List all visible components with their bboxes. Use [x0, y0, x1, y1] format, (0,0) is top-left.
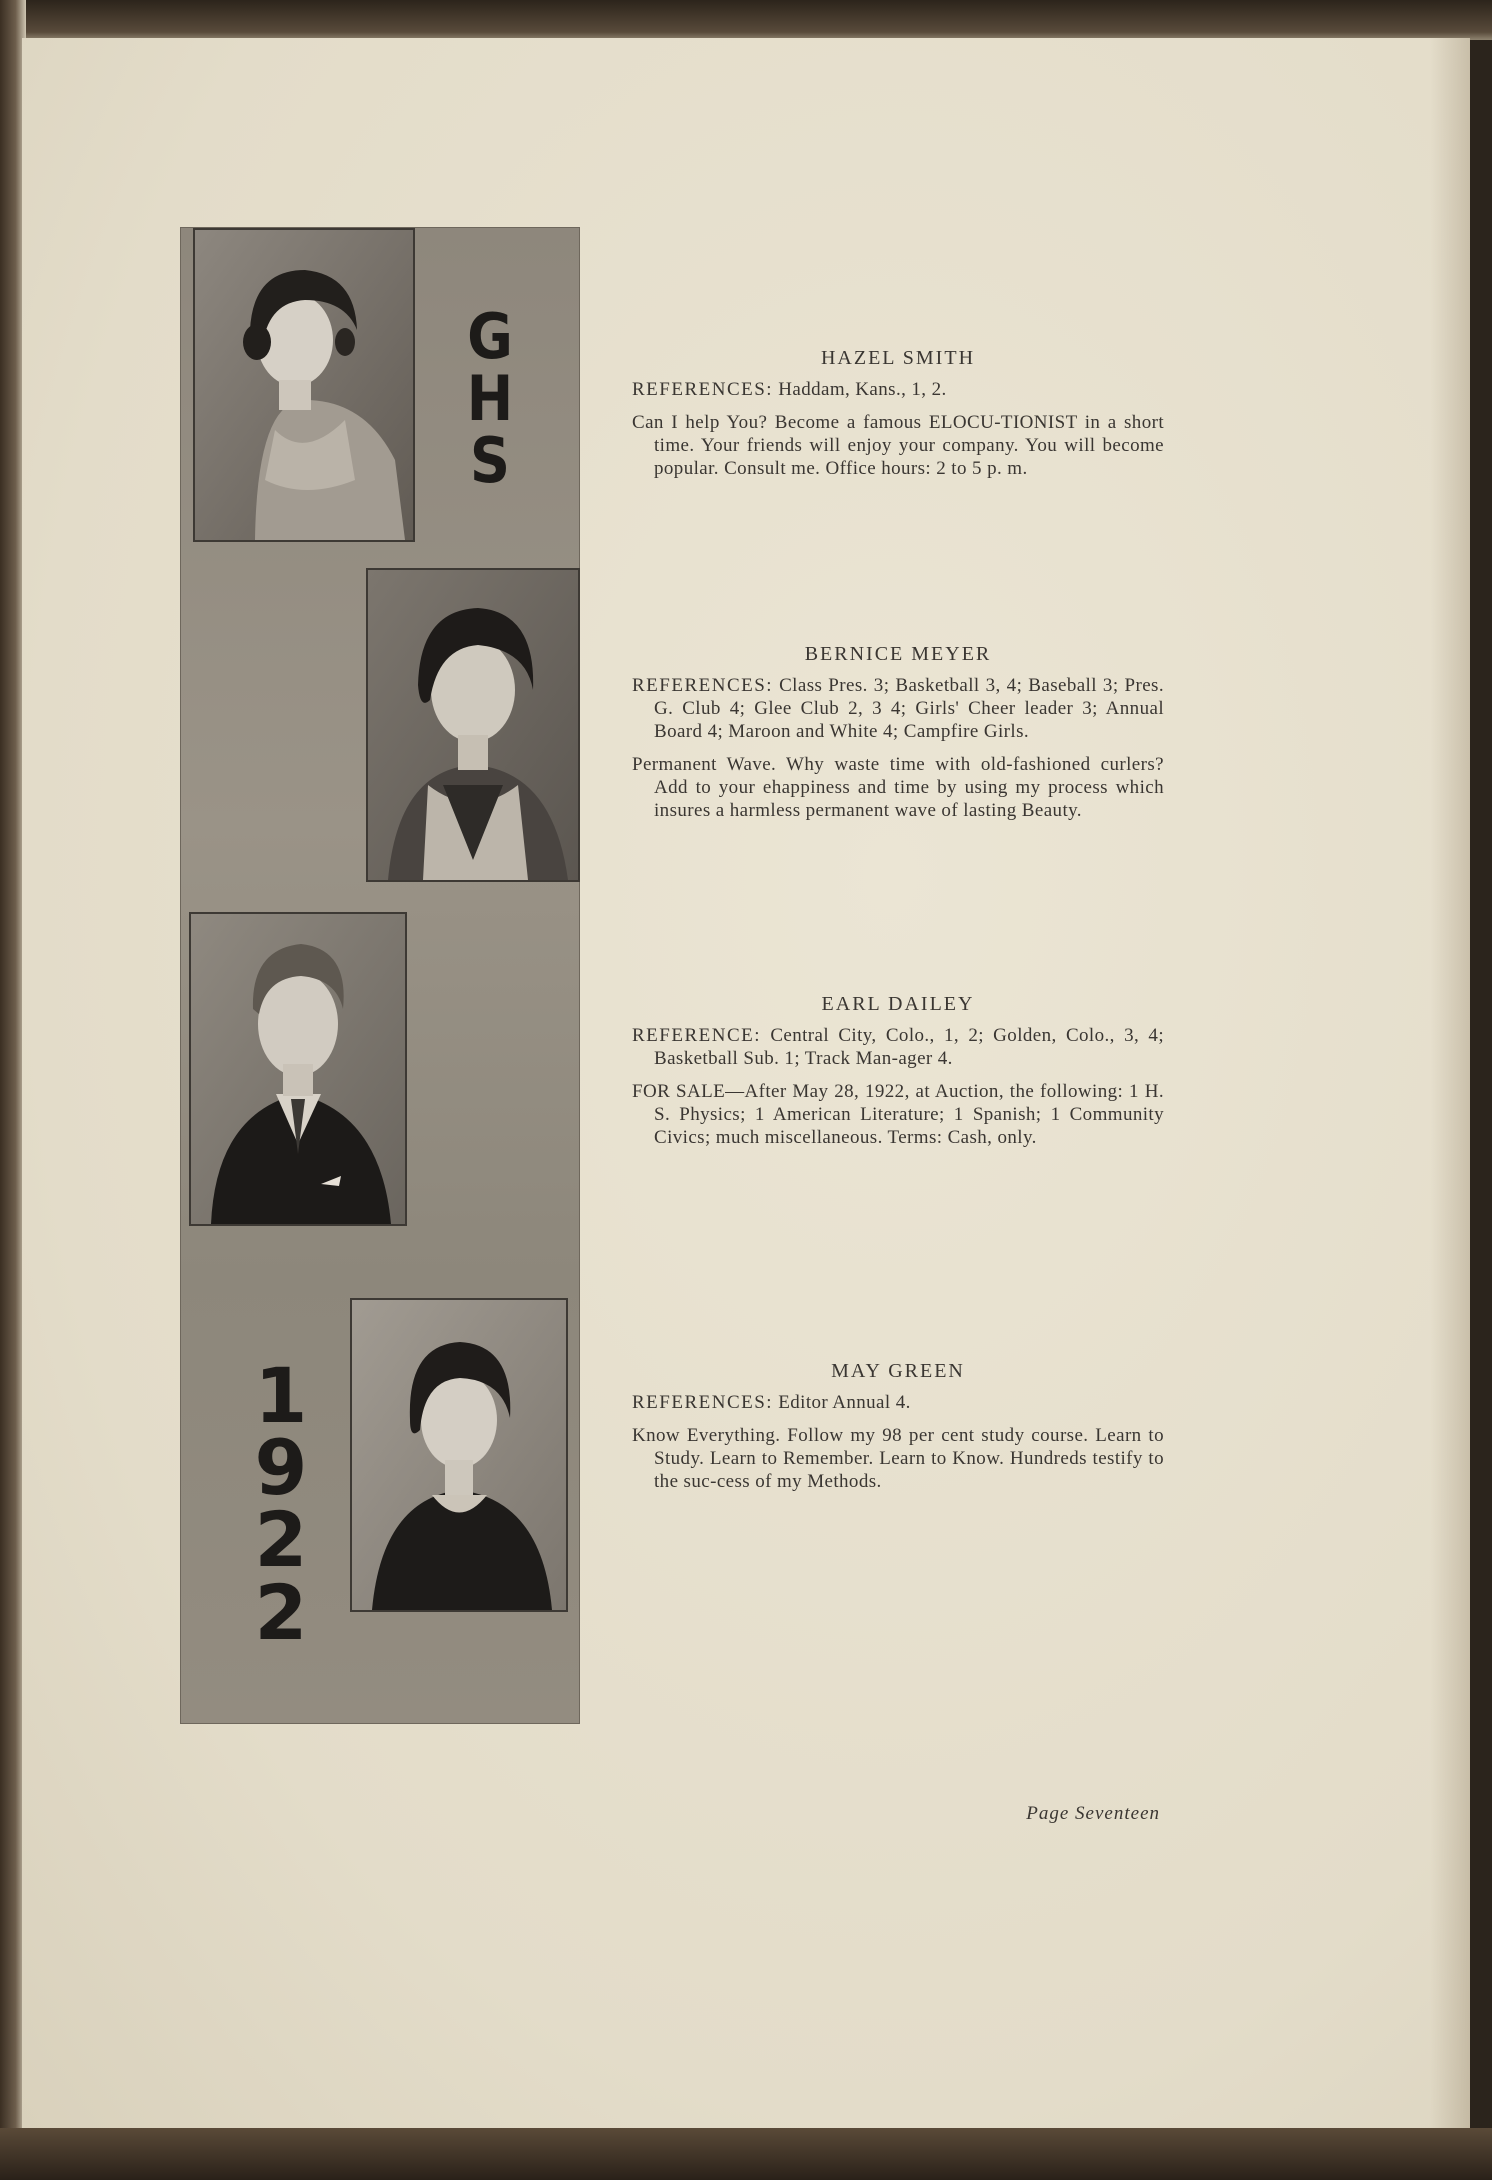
references: [632, 1391, 1164, 1414]
student-name: MAY GREEN: [831, 1360, 965, 1382]
year-digit: 2: [254, 1495, 308, 1585]
references: [632, 378, 1164, 401]
page-edge-shadow: [1430, 38, 1470, 2130]
student-name: HAZEL SMITH: [820, 347, 976, 369]
portrait-hazel-smith: [193, 228, 415, 542]
references-label: REFERENCES:: [632, 1392, 774, 1413]
references-text: Class Pres. 3; Basketball 3, 4; Baseball 3; Pres. G. Club 4; Glee Club 2, 3 4; Girls' Cheer leader 3; Annual Board 4; Maroon and White 4; Campfire Girls.: [654, 675, 1164, 742]
year-digit: 2: [254, 1567, 308, 1657]
monogram-letter: G: [467, 300, 513, 373]
mock-advertisement: Can I help You? Become a famous ELOCU-TIONIST in a short time. Your friends will enjoy your company. You will become popular. Consult me. Office hours: 2 to 5 p. m.: [632, 412, 1164, 479]
book-bottom-edge: [0, 2128, 1492, 2180]
monogram-letter: S: [469, 424, 511, 497]
references: [632, 674, 1164, 743]
entry-may-green: [632, 1360, 1164, 1503]
references-label: REFERENCE:: [632, 1025, 762, 1046]
entry-earl-dailey: [632, 993, 1164, 1159]
portrait-may-green: [350, 1298, 568, 1612]
mock-advertisement: FOR SALE—After May 28, 1922, at Auction, the following: 1 H. S. Physics; 1 American Literature; 1 Spanish; 1 Community Civics; much miscellaneous. Terms: Cash, only.: [632, 1081, 1164, 1148]
portrait-bernice-meyer: [366, 568, 580, 882]
portrait-earl-dailey: [189, 912, 407, 1226]
references-label: REFERENCES:: [632, 379, 774, 400]
year-digit: 1: [254, 1351, 308, 1440]
class-year-1922: [241, 1351, 321, 1657]
monogram-ghs: [457, 300, 524, 497]
mock-advertisement: Know Everything. Follow my 98 per cent study course. Learn to Study. Learn to Remember. Learn to Know. Hundreds testify to the suc-cess of my Methods.: [632, 1425, 1164, 1492]
year-digit: 9: [254, 1423, 308, 1513]
book-top-edge: [0, 0, 1492, 40]
entry-bernice-meyer: [632, 643, 1164, 832]
references-text: Haddam, Kans., 1, 2.: [778, 379, 947, 400]
references-label: REFERENCES:: [632, 675, 774, 696]
student-name: BERNICE MEYER: [804, 643, 992, 665]
mock-advertisement: Permanent Wave. Why waste time with old-fashioned curlers? Add to your ehappiness and time by using my process which insures a harmless permanent wave of lasting Beauty.: [632, 754, 1164, 821]
references-text: Central City, Colo., 1, 2; Golden, Colo., 3, 4; Basketball Sub. 1; Track Man-ager 4.: [654, 1025, 1164, 1069]
photo-panel: [181, 228, 579, 1723]
entry-hazel-smith: [632, 347, 1164, 490]
monogram-letter: H: [466, 362, 514, 435]
student-name: EARL DAILEY: [821, 993, 975, 1015]
references: [632, 1024, 1164, 1070]
page-number: Page Seventeen: [1026, 1803, 1160, 1824]
references-text: Editor Annual 4.: [778, 1392, 911, 1413]
